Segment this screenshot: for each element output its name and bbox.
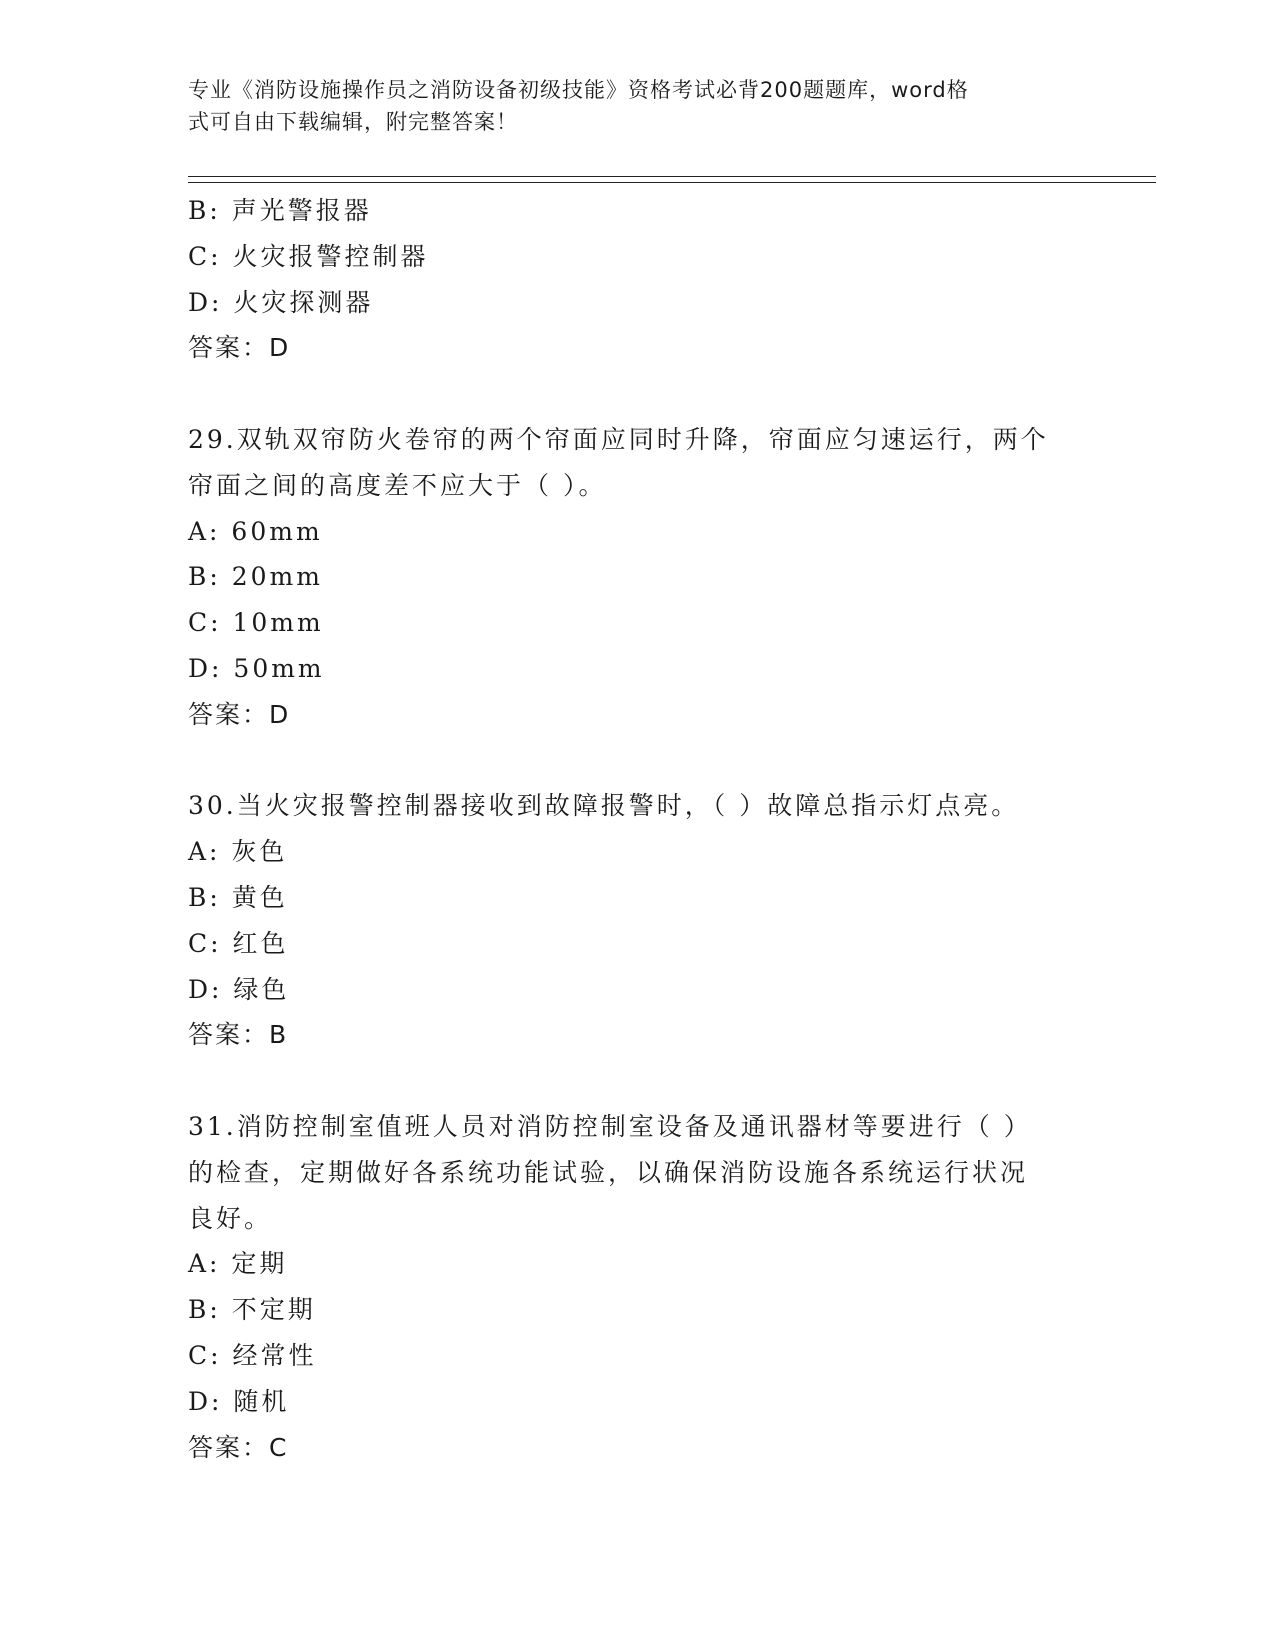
question-continued [188,188,1088,371]
question-31 [188,1104,1088,1470]
option-a: A: 定期 [188,1249,288,1279]
spacer [188,371,1088,417]
answer-line: 答案：B [188,1020,289,1050]
option-a: A: 60mm [188,516,323,546]
question-29 [188,417,1088,738]
option-b: B: 黄色 [188,882,288,912]
option-b: B: 不定期 [188,1295,316,1325]
option-c: C: 10mm [188,608,324,638]
header-divider-bottom [188,182,1156,183]
option-d: D: 随机 [188,1386,290,1416]
option-a: A: 灰色 [188,837,288,867]
spacer [188,738,1088,784]
question-stem-line: 良好。 [188,1203,273,1233]
header-line-1: 专业《消防设施操作员之消防设备初级技能》资格考试必背200题题库，word格 [188,78,969,102]
question-stem-line: 帘面之间的高度差不应大于（ ）。 [188,470,607,500]
option-b: B: 声光警报器 [188,196,372,225]
answer-line: 答案：D [188,333,291,363]
question-list [188,188,1088,1470]
document-header [188,74,1068,138]
option-d: D: 绿色 [188,974,290,1004]
option-d: D: 火灾探测器 [188,287,374,317]
header-divider-top [188,176,1156,177]
option-c: C: 经常性 [188,1340,317,1370]
question-stem-line: 30.当火灾报警控制器接收到故障报警时，（ ）故障总指示灯点亮。 [188,791,1020,821]
answer-line: 答案：C [188,1432,289,1462]
question-stem-line: 的检查，定期做好各系统功能试验，以确保消防设施各系统运行状况 [188,1157,1029,1187]
option-c: C: 红色 [188,928,289,958]
question-stem-line: 31.消防控制室值班人员对消防控制室设备及通讯器材等要进行（ ） [188,1111,1032,1141]
answer-line: 答案：D [188,699,291,729]
header-line-2: 式可自由下载编辑，附完整答案！ [188,110,518,134]
spacer [188,1058,1088,1104]
option-d: D: 50mm [188,653,325,683]
question-30 [188,783,1088,1058]
option-b: B: 20mm [188,562,323,592]
question-stem-line: 29.双轨双帘防火卷帘的两个帘面应同时升降，帘面应匀速运行，两个 [188,424,1049,454]
option-c: C: 火灾报警控制器 [188,241,429,271]
